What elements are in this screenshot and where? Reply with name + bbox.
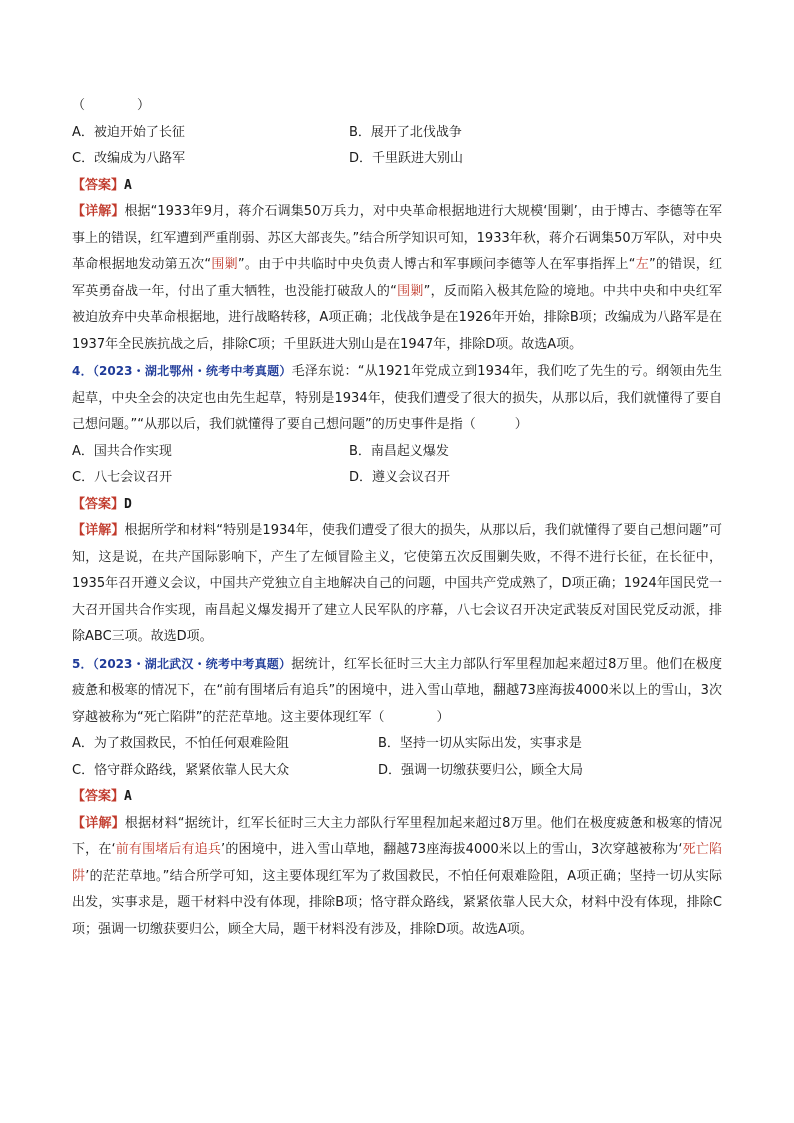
q4-source: （2023・湖北鄂州・统考中考真题） bbox=[92, 364, 292, 378]
q5-source: （2023・湖北武汉・统考中考真题） bbox=[92, 656, 292, 671]
detail-text: 李德等在军事上的错误，红军遭到严重削弱、苏区大部丧失。”结合所学知识可知，1933年秋，蒋介石调集 bbox=[72, 204, 722, 246]
q5-option-a[interactable]: A．为了救国救民，不怕任何艰难险阻 bbox=[72, 736, 289, 751]
q3-options-row-2 bbox=[72, 146, 722, 173]
q3-stem-tail: （ ） bbox=[72, 98, 151, 113]
q5-option-c[interactable]: C．恪守群众路线，紧紧依靠人民大众 bbox=[72, 762, 290, 778]
q3-option-b[interactable]: B．展开了北伐战争 bbox=[349, 124, 462, 140]
detail-highlight: 左 bbox=[635, 257, 650, 272]
detail-text: ”。由于中共临时中央负责人博古和军事顾问李德等人在军 bbox=[237, 257, 576, 272]
q4-option-d[interactable]: D．遵义会议召开 bbox=[349, 470, 451, 485]
answer-letter: A bbox=[124, 789, 132, 804]
stem-text: 领由先生起草，中央全会的决定也由先生起草，特别是1934年，使我们遭受了很大的损失，从那以后，我 bbox=[72, 364, 722, 406]
detail-text: 问题”可知，这是说，在共产国际影响下，产生了左倾冒险主义，它使第五次反围剿失败，不得不进行长 bbox=[72, 523, 722, 565]
q3-options-row-1 bbox=[72, 120, 722, 147]
q3-option-c[interactable]: C．改编成为八路军 bbox=[72, 151, 186, 166]
detail-text: 根据所学和材料“特别是1934年，使我们遭受了很大的损失，从那以后，我们就懂得了要自己想 bbox=[124, 523, 676, 538]
q5-options-row-2 bbox=[72, 758, 722, 785]
stem-text: 米以上的雪山，3次穿越被称为“死亡陷阱”的茫茫草地。这主要体现红军（ ） bbox=[72, 683, 722, 725]
detail-text: 民大众，材料中没有体现，排除C项；强调一切缴获要归公，顾全大局，题干材料没有涉及，排除D项。 bbox=[72, 895, 723, 937]
detail-text: 危险的境地。中共中央和中央红军被迫放弃中央革命根据地，进行战略转移，A项正确；北伐战争是在1926 bbox=[72, 283, 722, 325]
detail-text: 故选A项。 bbox=[472, 921, 533, 937]
q5-option-b[interactable]: B．坚持一切从实际出发，实事求是 bbox=[378, 736, 582, 751]
q5-options-row-1 bbox=[72, 731, 722, 758]
detail-text: ”，反而陷入极其 bbox=[423, 283, 524, 299]
q4-options-row-1 bbox=[72, 439, 722, 466]
q5-stem bbox=[72, 651, 722, 732]
detail-tag: 【详解】 bbox=[72, 815, 125, 831]
answer-letter: D bbox=[124, 496, 132, 512]
answer-tag: 【答案】 bbox=[72, 496, 125, 512]
detail-text: 寒的情况下，在‘ bbox=[72, 815, 722, 857]
detail-text: 正确；1924年国民党一大召开国共合作实现，南昌起义爆发揭开了建立人民军队的序幕，八七会议召开决 bbox=[72, 576, 722, 618]
q3-option-d[interactable]: D．千里跃进大别山 bbox=[349, 151, 464, 166]
q4-options-row-2 bbox=[72, 465, 722, 492]
q5-answer bbox=[72, 784, 722, 811]
stem-text: 们就懂得了要自己想问题。”“从那以后，我们就懂得了要自己想问题”的历史事件是指（ ） bbox=[72, 390, 722, 432]
detail-text: 年开始，排除B项；改编成为八路军是在1937年全民族抗战之后，排除C项；千里跃进大别山是在1947 bbox=[72, 310, 723, 352]
q3-option-a[interactable]: A．被迫开始了长征 bbox=[72, 124, 185, 140]
detail-highlight: 死亡陷阱 bbox=[72, 842, 722, 884]
answer-tag: 【答案】 bbox=[72, 789, 125, 804]
detail-text: ’的困境中，进入雪山草地，翻越73座海拔4000米以上的雪山，3次 bbox=[221, 842, 613, 857]
q4-stem bbox=[72, 358, 722, 439]
detail-text: 穿越被称为‘ bbox=[612, 842, 683, 857]
q5-option-d[interactable]: D．强调一切缴获要归公，顾全大局 bbox=[378, 762, 584, 778]
answer-tag: 【答案】 bbox=[72, 177, 125, 193]
detail-text: ”的错误，红军英勇奋战一年，付出了重大牺牲，也没能打破敌人的“ bbox=[72, 257, 722, 299]
q4-detail bbox=[72, 518, 722, 651]
detail-tag: 【详解】 bbox=[72, 523, 125, 538]
q4-option-b[interactable]: B．南昌起义爆发 bbox=[349, 443, 449, 459]
detail-highlight: 前有围堵后有追兵 bbox=[115, 842, 222, 857]
q5-number: 5． bbox=[72, 656, 93, 671]
q4-option-c[interactable]: C．八七会议召开 bbox=[72, 470, 173, 485]
q4-answer bbox=[72, 492, 722, 519]
detail-highlight: 围剿 bbox=[211, 257, 238, 272]
detail-text: 定武装反对国民党反动派，排除ABC三项。故选D项。 bbox=[72, 602, 722, 644]
q3-answer bbox=[72, 173, 722, 200]
detail-text: 征，在长征中，1935年召开遵义会议，中国共产党独立自主地解决自己的问题，中国共产党成熟了，D项 bbox=[72, 549, 722, 591]
answer-letter: A bbox=[124, 177, 132, 193]
q5-detail bbox=[72, 811, 722, 944]
stem-text: 毛泽东说：“从1921年党成立到1934年，我们吃了先生的亏。纲 bbox=[291, 364, 670, 379]
q4-number: 4． bbox=[72, 364, 93, 378]
page-content bbox=[72, 93, 722, 943]
detail-text: 年，排除D项。故选A项。 bbox=[433, 336, 583, 352]
detail-text: ’的茫茫草地。”结合所学可知，这主要体现红军为了救国救民，不怕任何艰难险阻， bbox=[85, 868, 568, 884]
detail-text: A项正确；坚持一切从实际出发，实事求是，题干材料中没有体现，排除B项；恪守群众路线，紧紧依靠人 bbox=[72, 868, 722, 910]
stem-text: 们在极度疲惫和极寒的情况下，在“前有围堵后有追兵”的困境中，进入雪山草地，翻越73座海拔4000 bbox=[72, 656, 722, 698]
detail-text: 根据材料“据统计，红军长征时三大主力部队行军里程加起来超过8万里。他们在极度疲惫和极 bbox=[124, 815, 670, 831]
detail-tag: 【详解】 bbox=[72, 204, 125, 219]
detail-text: 事指挥上“ bbox=[575, 257, 636, 272]
q3-detail bbox=[72, 199, 722, 358]
q4-option-a[interactable]: A．国共合作实现 bbox=[72, 443, 172, 459]
detail-text: 根据“1933年9月，蒋介石调集50万兵力，对中央革命根据地进行大规模‘围剿’，由于博古、 bbox=[124, 204, 657, 219]
stem-text: 据统计，红军长征时三大主力部队行军里程加起来超过8万里。他 bbox=[291, 656, 670, 672]
detail-text: 50万军队，对中央革命根据地发动第五次“ bbox=[72, 230, 722, 272]
detail-highlight: 围剿 bbox=[396, 283, 424, 299]
